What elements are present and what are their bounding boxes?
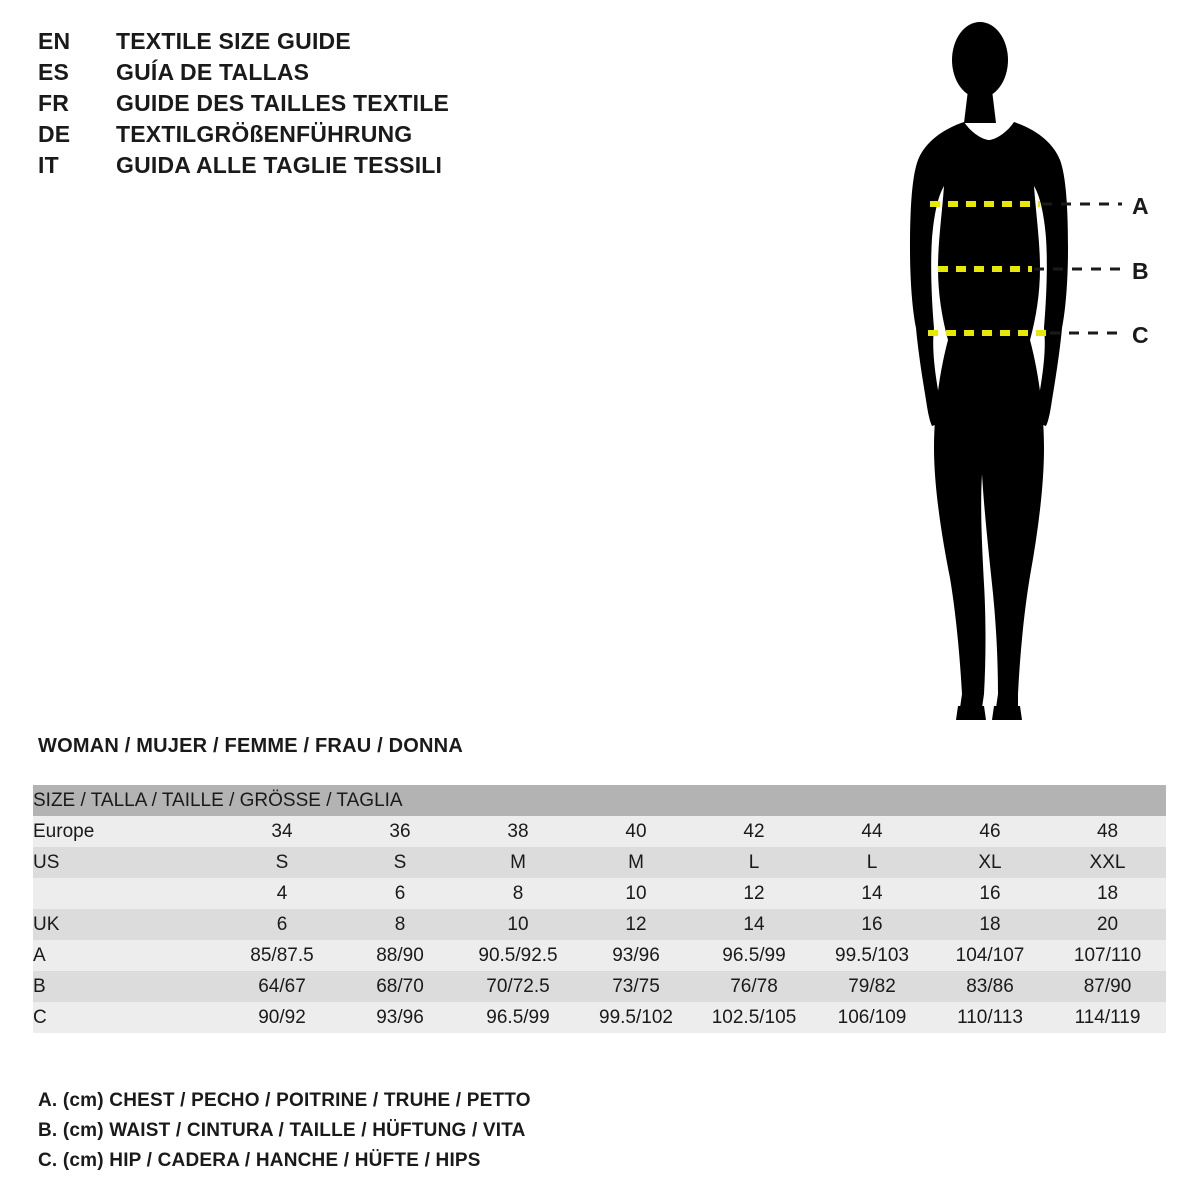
table-cell: 48 — [1049, 816, 1166, 847]
table-cell: M — [459, 847, 577, 878]
title-text: GUÍA DE TALLAS — [116, 59, 310, 85]
table-cell: 90/92 — [223, 1002, 341, 1033]
table-row — [33, 940, 1166, 971]
size-table-container — [33, 785, 1166, 1033]
table-cell: S — [223, 847, 341, 878]
size-table — [33, 785, 1166, 1033]
table-cell: 16 — [813, 909, 931, 940]
table-cell: 68/70 — [341, 971, 459, 1002]
table-row — [33, 816, 1166, 847]
title-row — [38, 90, 658, 121]
marker-label-c: C — [1132, 322, 1149, 348]
table-cell: M — [577, 847, 695, 878]
title-row — [38, 28, 658, 59]
table-row — [33, 847, 1166, 878]
table-row — [33, 878, 1166, 909]
table-cell: 106/109 — [813, 1002, 931, 1033]
legend-item-waist: B. (cm) WAIST / CINTURA / TAILLE / HÜFTUNG / VITA — [38, 1120, 526, 1141]
table-cell: 36 — [341, 816, 459, 847]
table-cell: 93/96 — [341, 1002, 459, 1033]
title-row — [38, 59, 658, 90]
row-label — [33, 878, 223, 909]
measurement-legend — [38, 1090, 531, 1180]
table-row — [33, 971, 1166, 1002]
table-cell: 93/96 — [577, 940, 695, 971]
table-header-label: SIZE / TALLA / TAILLE / GRÖSSE / TAGLIA — [33, 785, 1166, 816]
table-cell: 96.5/99 — [695, 940, 813, 971]
table-cell: 85/87.5 — [223, 940, 341, 971]
table-cell: 18 — [931, 909, 1049, 940]
table-cell: 99.5/103 — [813, 940, 931, 971]
title-row — [38, 121, 658, 152]
body-silhouette — [910, 22, 1068, 720]
title-text: TEXTILGRÖßENFÜHRUNG — [116, 121, 413, 147]
title-text: GUIDA ALLE TAGLIE TESSILI — [116, 152, 443, 178]
title-text: TEXTILE SIZE GUIDE — [116, 28, 351, 54]
table-cell: 104/107 — [931, 940, 1049, 971]
table-cell: 90.5/92.5 — [459, 940, 577, 971]
legend-item-chest: A. (cm) CHEST / PECHO / POITRINE / TRUHE / PETTO — [38, 1090, 531, 1111]
table-cell: 83/86 — [931, 971, 1049, 1002]
table-row — [33, 1002, 1166, 1033]
table-cell: 73/75 — [577, 971, 695, 1002]
row-label: B — [33, 971, 223, 1002]
row-label: UK — [33, 909, 223, 940]
table-header-row — [33, 785, 1166, 816]
table-cell: 79/82 — [813, 971, 931, 1002]
table-cell: 40 — [577, 816, 695, 847]
table-cell: 20 — [1049, 909, 1166, 940]
table-cell: L — [695, 847, 813, 878]
row-label: A — [33, 940, 223, 971]
table-cell: 42 — [695, 816, 813, 847]
marker-label-b: B — [1132, 258, 1149, 284]
table-cell: 14 — [813, 878, 931, 909]
table-cell: 46 — [931, 816, 1049, 847]
table-cell: 12 — [577, 909, 695, 940]
table-cell: 4 — [223, 878, 341, 909]
table-cell: 110/113 — [931, 1002, 1049, 1033]
table-cell: 10 — [577, 878, 695, 909]
title-text: GUIDE DES TAILLES TEXTILE — [116, 90, 449, 116]
table-cell: 14 — [695, 909, 813, 940]
female-body-diagram — [860, 18, 1180, 738]
row-label: C — [33, 1002, 223, 1033]
title-language-code: IT — [38, 152, 59, 178]
table-cell: 99.5/102 — [577, 1002, 695, 1033]
table-cell: S — [341, 847, 459, 878]
table-cell: 76/78 — [695, 971, 813, 1002]
table-row — [33, 909, 1166, 940]
row-label: Europe — [33, 816, 223, 847]
marker-label-a: A — [1132, 193, 1149, 219]
table-cell: 8 — [459, 878, 577, 909]
table-cell: 96.5/99 — [459, 1002, 577, 1033]
title-language-code: DE — [38, 121, 71, 147]
table-cell: 6 — [341, 878, 459, 909]
title-language-code: ES — [38, 59, 70, 85]
table-cell: XL — [931, 847, 1049, 878]
table-cell: 102.5/105 — [695, 1002, 813, 1033]
table-cell: 114/119 — [1049, 1002, 1166, 1033]
table-cell: 107/110 — [1049, 940, 1166, 971]
table-cell: 64/67 — [223, 971, 341, 1002]
table-cell: 6 — [223, 909, 341, 940]
title-row — [38, 152, 658, 183]
table-cell: 16 — [931, 878, 1049, 909]
table-cell: XXL — [1049, 847, 1166, 878]
title-language-code: EN — [38, 28, 71, 54]
table-cell: 18 — [1049, 878, 1166, 909]
table-cell: 70/72.5 — [459, 971, 577, 1002]
table-cell: L — [813, 847, 931, 878]
table-cell: 38 — [459, 816, 577, 847]
legend-item-hip: C. (cm) HIP / CADERA / HANCHE / HÜFTE / HIPS — [38, 1150, 481, 1171]
table-cell: 44 — [813, 816, 931, 847]
table-cell: 34 — [223, 816, 341, 847]
section-title-woman: WOMAN / MUJER / FEMME / FRAU / DONNA — [38, 735, 463, 757]
table-cell: 87/90 — [1049, 971, 1166, 1002]
table-cell: 88/90 — [341, 940, 459, 971]
table-cell: 12 — [695, 878, 813, 909]
title-language-code: FR — [38, 90, 70, 116]
row-label: US — [33, 847, 223, 878]
table-cell: 8 — [341, 909, 459, 940]
title-block — [38, 28, 658, 183]
table-cell: 10 — [459, 909, 577, 940]
